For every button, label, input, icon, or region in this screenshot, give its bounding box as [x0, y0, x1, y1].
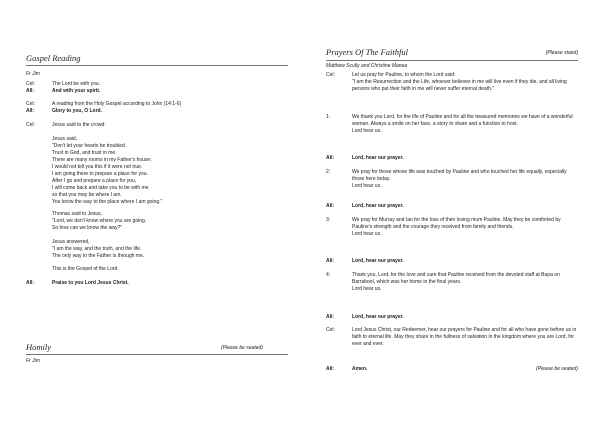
intention-text: We thank you Lord, for the life of Pauline and for all the treasured memories we have of a wonderful woman. Always a smile on her face, a story to share and a function to host. Lord hear us. — [352, 114, 573, 134]
speaker-label: 4: — [326, 272, 331, 278]
response-text: Amen. — [352, 366, 368, 372]
response-text: Lord, hear our prayer. — [352, 203, 404, 209]
speaker-label: Cel: — [326, 327, 335, 333]
intention-text: We pray for Murray and Ian for the loss of their loving mum Pauline. May they be comforted by Pauline's strength and the courage they received from family and friends. Lord hear us. — [352, 217, 561, 237]
line-text: The Lord be with you. — [52, 81, 101, 87]
homily-reader: Fr Jim — [26, 358, 40, 364]
closing-prayer-text: Lord Jesus Christ, our Redeemer, hear our prayers for Pauline and for all who have gone before us in faith to eternal life. May they share in the fullness of salvation in the kingdom where you are Lord, for ever and ever. — [352, 327, 577, 347]
speaker-label: Cel: — [26, 122, 35, 128]
speaker-label: 2: — [326, 169, 331, 175]
intention-text: We pray for those whose life was touched by Pauline and who touched her life equally, especially those here today. Lord hear us. — [352, 169, 567, 189]
prayers-heading: Prayers Of The Faithful — [326, 47, 408, 57]
response-text: Lord, hear our prayer. — [352, 314, 404, 320]
passage-text: Jesus said, "Don't let your hearts be troubled. Trust in God, and trust in me. There are many rooms in my Father's house; I would not tell you this if it were not true. I am going there to prepare a place for you. After I go and prepare a place for you, I will come back and take you to be with me so that you may be where I am. You know the way to the place where I am going." — [52, 136, 163, 205]
end-posture-note: (Please be seated) — [536, 366, 578, 372]
speaker-label: All: — [26, 280, 35, 286]
passage-text: Thomas said to Jesus, "Lord, we don't know where you are going. So how can we know the way?" — [52, 211, 147, 231]
homily-heading: Homily — [26, 342, 52, 352]
speaker-label: All: — [326, 314, 335, 320]
speaker-label: All: — [326, 258, 335, 264]
prayers-readers: Matthew Scully and Christine Manea — [326, 63, 408, 69]
response-text: Lord, hear our prayer. — [352, 258, 404, 264]
gospel-heading-rule — [26, 65, 288, 66]
homily-heading-rule — [26, 354, 288, 355]
speaker-label: All: — [26, 108, 35, 114]
speaker-label: 1: — [326, 114, 331, 120]
speaker-label: All: — [326, 203, 335, 209]
speaker-label: All: — [26, 88, 35, 94]
speaker-label: Cel: — [326, 72, 335, 78]
prayers-heading-rule — [326, 60, 578, 61]
speaker-label: All: — [326, 155, 335, 161]
speaker-label: All: — [326, 366, 335, 372]
passage-text: Jesus answered, "I am the way, and the truth, and the life. The only way to the Father is through me. — [52, 239, 145, 259]
response-text: Lord, hear our prayer. — [352, 155, 404, 161]
intention-text: Thank you, Lord, for the love and care that Pauline received from the devoted staff at Bupa on Barrabool, which was her home in the final years. Lord hear us. — [352, 272, 560, 292]
prayers-posture-note: (Please stand) — [545, 50, 578, 56]
intention-text: Let us pray for Pauline, to whom the Lord said: "I am the Resurrection and the Life, whoever believes in me will live even if they die, and all living persons who put their faith in me will never suffer eternal death." — [352, 72, 567, 92]
gospel-reading-heading: Gospel Reading — [26, 53, 81, 63]
line-text: Jesus said to the crowd: — [52, 122, 106, 128]
line-text: This is the Gospel of the Lord. — [52, 266, 119, 272]
response-text: Praise to you Lord Jesus Christ. — [52, 280, 129, 286]
speaker-label: Cel: — [26, 81, 35, 87]
speaker-label: 3: — [326, 217, 331, 223]
response-text: And with your spirit. — [52, 88, 101, 94]
gospel-reader: Fr Jim — [26, 71, 40, 77]
line-text: A reading from the Holy Gospel according to John (14:1-6) — [52, 101, 182, 107]
homily-posture-note: (Please be seated) — [221, 345, 263, 351]
speaker-label: Cel: — [26, 101, 35, 107]
response-text: Glory to you, O Lord. — [52, 108, 102, 114]
